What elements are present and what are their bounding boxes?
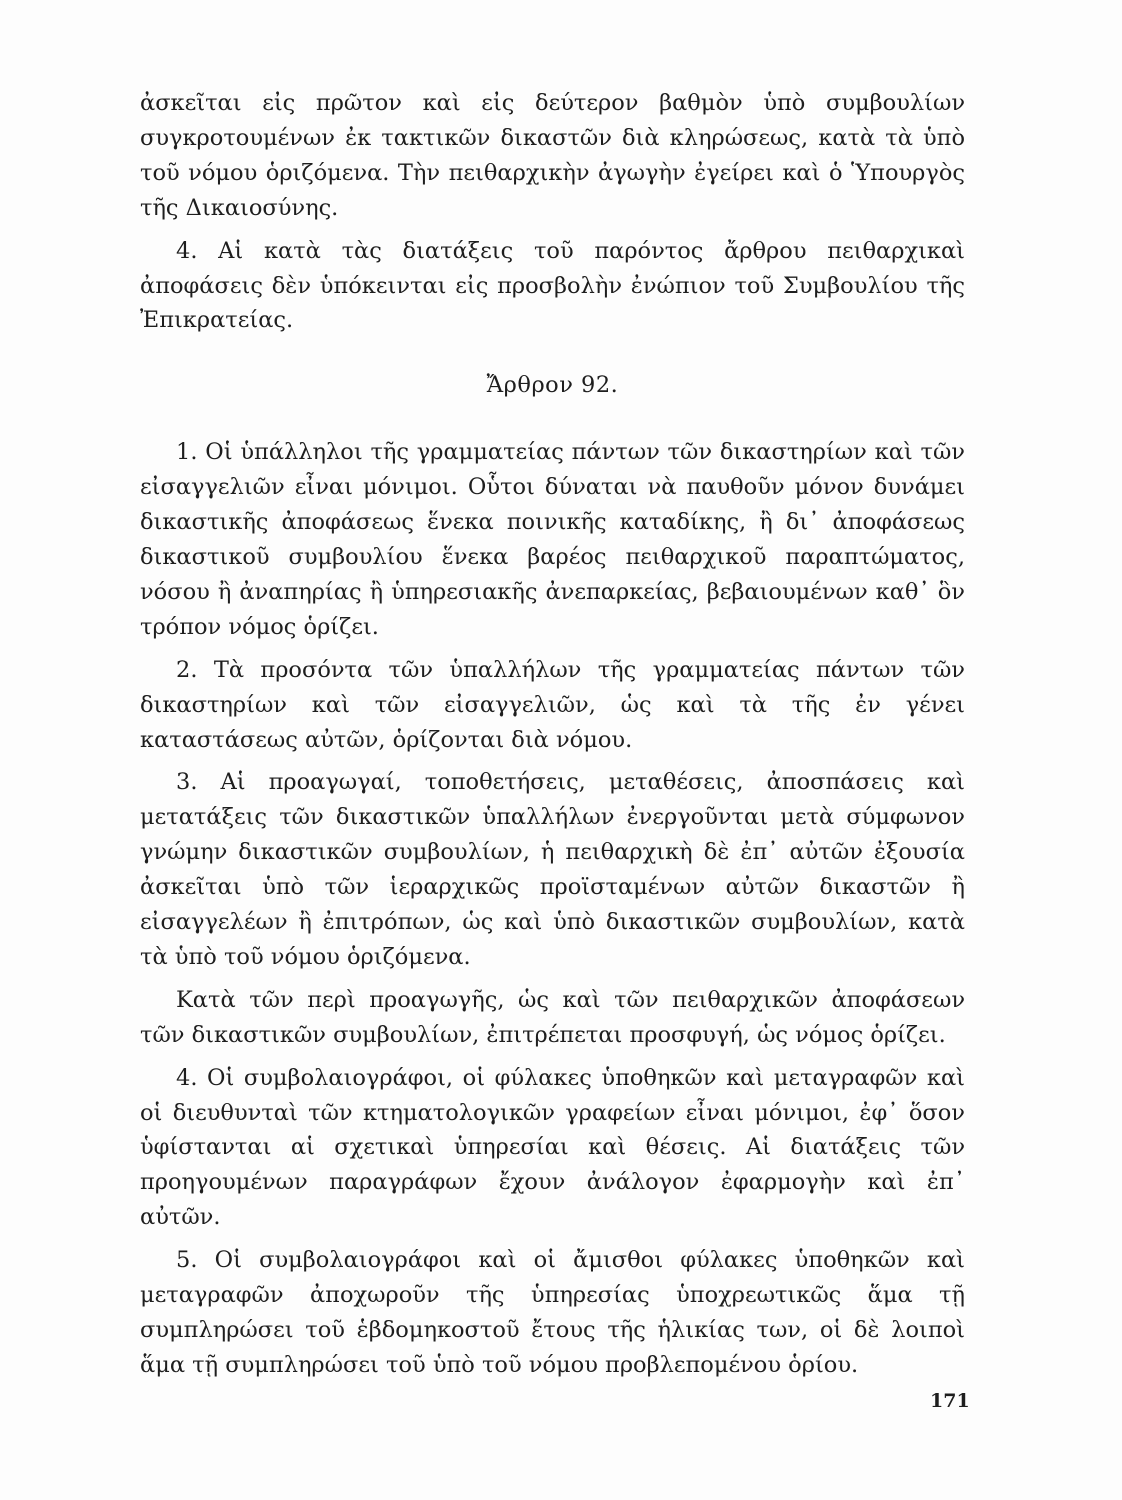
body-text xyxy=(140,86,965,1383)
paragraph-4: 4. Αἱ κατὰ τὰς διατάξεις τοῦ παρόντος ἄρθρου πειθαρχικαὶ ἀποφάσεις δὲν ὑπόκεινται εἰς προσβολὴν ἐνώπιον τοῦ Συμβουλίου τῆς Ἐπικρατείας. xyxy=(140,237,965,334)
paragraph-continuation: ἀσκεῖται εἰς πρῶτον καὶ εἰς δεύτερον βαθμὸν ὑπὸ συμβουλίων συγκροτουμένων ἐκ τακτικῶν δικαστῶν διὰ κληρώσεως, κατὰ τὰ ὑπὸ τοῦ νόμου ὁριζόμενα. Τὴν πειθαρχικὴν ἀγωγὴν ἐγείρει καὶ ὁ Ὑπουργὸς τῆς Δικαιοσύνης. xyxy=(140,90,965,221)
paragraph-2: 2. Τὰ προσόντα τῶν ὑπαλλήλων τῆς γραμματείας πάντων τῶν δικαστηρίων καὶ τῶν εἰσαγγελιῶν, ὡς καὶ τὰ τῆς ἐν γένει καταστάσεως αὐτῶν, ὁρίζονται διὰ νόμου. xyxy=(140,656,965,753)
paragraph-3: 3. Αἱ προαγωγαί, τοποθετήσεις, μεταθέσεις, ἀποσπάσεις καὶ μετατάξεις τῶν δικαστικῶν ὑπαλλήλων ἐνεργοῦνται μετὰ σύμφωνον γνώμην δικαστικῶν συμβουλίων, ἡ πειθαρχικὴ δὲ ἐπ᾽ αὐτῶν ἐξουσία ἀσκεῖται ὑπὸ τῶν ἱεραρχικῶς προϊσταμένων αὐτῶν δικαστῶν ἢ εἰσαγγελέων ἢ ἐπιτρόπων, ὡς καὶ ὑπὸ δικαστικῶν συμβουλίων, κατὰ τὰ ὑπὸ τοῦ νόμου ὁριζόμενα. xyxy=(140,769,965,970)
page-number: 171 xyxy=(930,1390,970,1412)
article-heading: Ἄρθρον 92. xyxy=(486,372,619,399)
paragraph-3-continuation: Κατὰ τῶν περὶ προαγωγῆς, ὡς καὶ τῶν πειθαρχικῶν ἀποφάσεων τῶν δικαστικῶν συμβουλίων, ἐπιτρέπεται προσφυγή, ὡς νόμος ὁρίζει. xyxy=(140,986,965,1048)
paragraph-4-notaries: 4. Οἱ συμβολαιογράφοι, οἱ φύλακες ὑποθηκῶν καὶ μεταγραφῶν καὶ οἱ διευθυνταὶ τῶν κτηματολογικῶν γραφείων εἶναι μόνιμοι, ἐφ᾽ ὅσον ὑφίστανται αἱ σχετικαὶ ὑπηρεσίαι καὶ θέσεις. Αἱ διατάξεις τῶν προηγουμένων παραγράφων ἔχουν ἀνάλογον ἐφαρμογὴν καὶ ἐπ᾽ αὐτῶν. xyxy=(140,1064,965,1231)
paragraph-5: 5. Οἱ συμβολαιογράφοι καὶ οἱ ἄμισθοι φύλακες ὑποθηκῶν καὶ μεταγραφῶν ἀποχωροῦν τῆς ὑπηρεσίας ὑποχρεωτικῶς ἅμα τῇ συμπληρώσει τοῦ ἑβδομηκοστοῦ ἔτους τῆς ἡλικίας των, οἱ δὲ λοιποὶ ἅμα τῇ συμπληρώσει τοῦ ὑπὸ τοῦ νόμου προβλεπομένου ὁρίου. xyxy=(140,1247,965,1378)
paragraph-1: 1. Οἱ ὑπάλληλοι τῆς γραμματείας πάντων τῶν δικαστηρίων καὶ τῶν εἰσαγγελιῶν εἶναι μόνιμοι. Οὗτοι δύναται νὰ παυθοῦν μόνον δυνάμει δικαστικῆς ἀποφάσεως ἕνεκα ποινικῆς καταδίκης, ἢ δι᾽ ἀποφάσεως δικαστικοῦ συμβουλίου ἕνεκα βαρέος πειθαρχικοῦ παραπτώματος, νόσου ἢ ἀναπηρίας ἢ ὑπηρεσιακῆς ἀνεπαρκείας, βεβαιουμένων καθ᾽ ὃν τρόπον νόμος ὁρίζει. xyxy=(140,439,965,640)
